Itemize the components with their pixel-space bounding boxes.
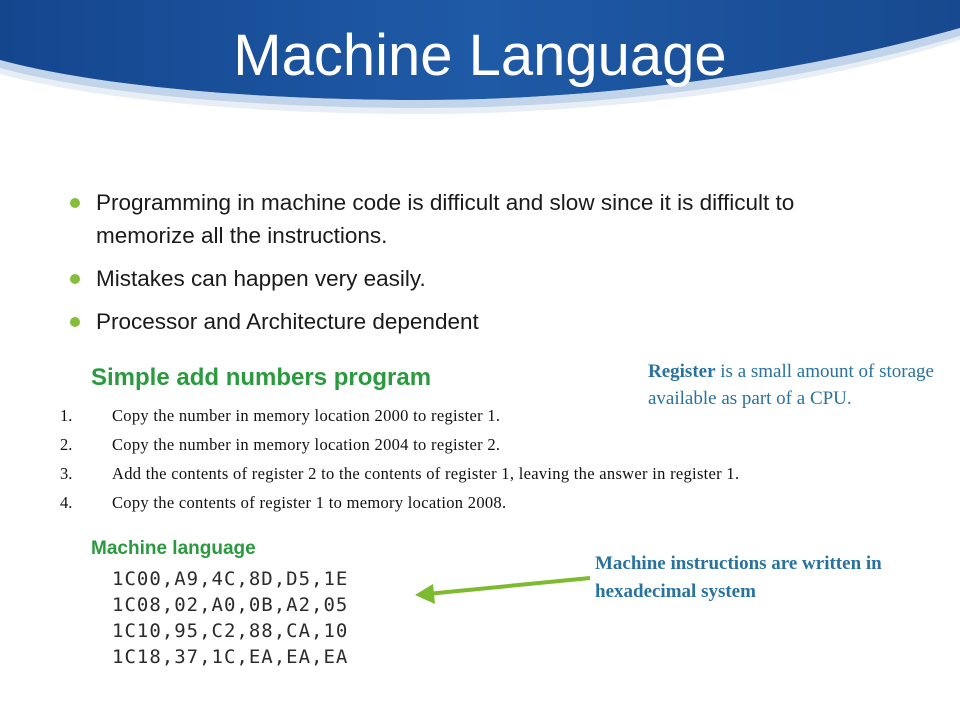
hex-line: 1C08,02,A0,0B,A2,05 [112,594,349,616]
bullet-dot-icon [70,274,80,284]
hex-code-block [112,566,348,670]
hex-note: Machine instructions are written in hexadecimal system [595,553,882,602]
bullet-dot-icon [70,198,80,208]
register-term: Register [648,361,716,382]
hex-line: 1C00,A9,4C,8D,D5,1E [112,568,349,590]
slide-title: Machine Language [233,23,727,88]
step-item [60,462,920,486]
hex-line: 1C18,37,1C,EA,EA,EA [112,646,349,668]
steps-list [60,404,920,520]
bullet-dot-icon [70,317,80,327]
section-heading: Simple add numbers program [91,364,432,391]
bullet-item [66,186,866,252]
step-number: 1. [60,406,73,425]
step-number: 4. [60,493,73,512]
step-item [60,491,920,515]
step-text: Copy the number in memory location 2000 to register 1. [112,406,501,425]
step-item [60,433,920,457]
hex-line: 1C10,95,C2,88,CA,10 [112,620,349,642]
step-text: Add the contents of register 2 to the contents of register 1, leaving the answer in register 1. [112,464,740,483]
step-number: 3. [60,464,73,483]
arrow-left-icon [405,570,595,610]
bullet-list [66,186,866,348]
bullet-text: Mistakes can happen very easily. [96,266,426,291]
machine-language-label: Machine language [91,538,256,559]
step-number: 2. [60,435,73,454]
bullet-text: Processor and Architecture dependent [96,309,479,334]
bullet-text: Programming in machine code is difficult and slow since it is difficult to memorize all the instructions. [96,190,795,248]
step-text: Copy the contents of register 1 to memory location 2008. [112,493,507,512]
bullet-item [66,262,866,295]
register-note [648,358,948,412]
register-definition: is a small amount of storage available as part of a CPU. [648,361,934,409]
bullet-item [66,305,866,338]
step-text: Copy the number in memory location 2004 to register 2. [112,435,501,454]
